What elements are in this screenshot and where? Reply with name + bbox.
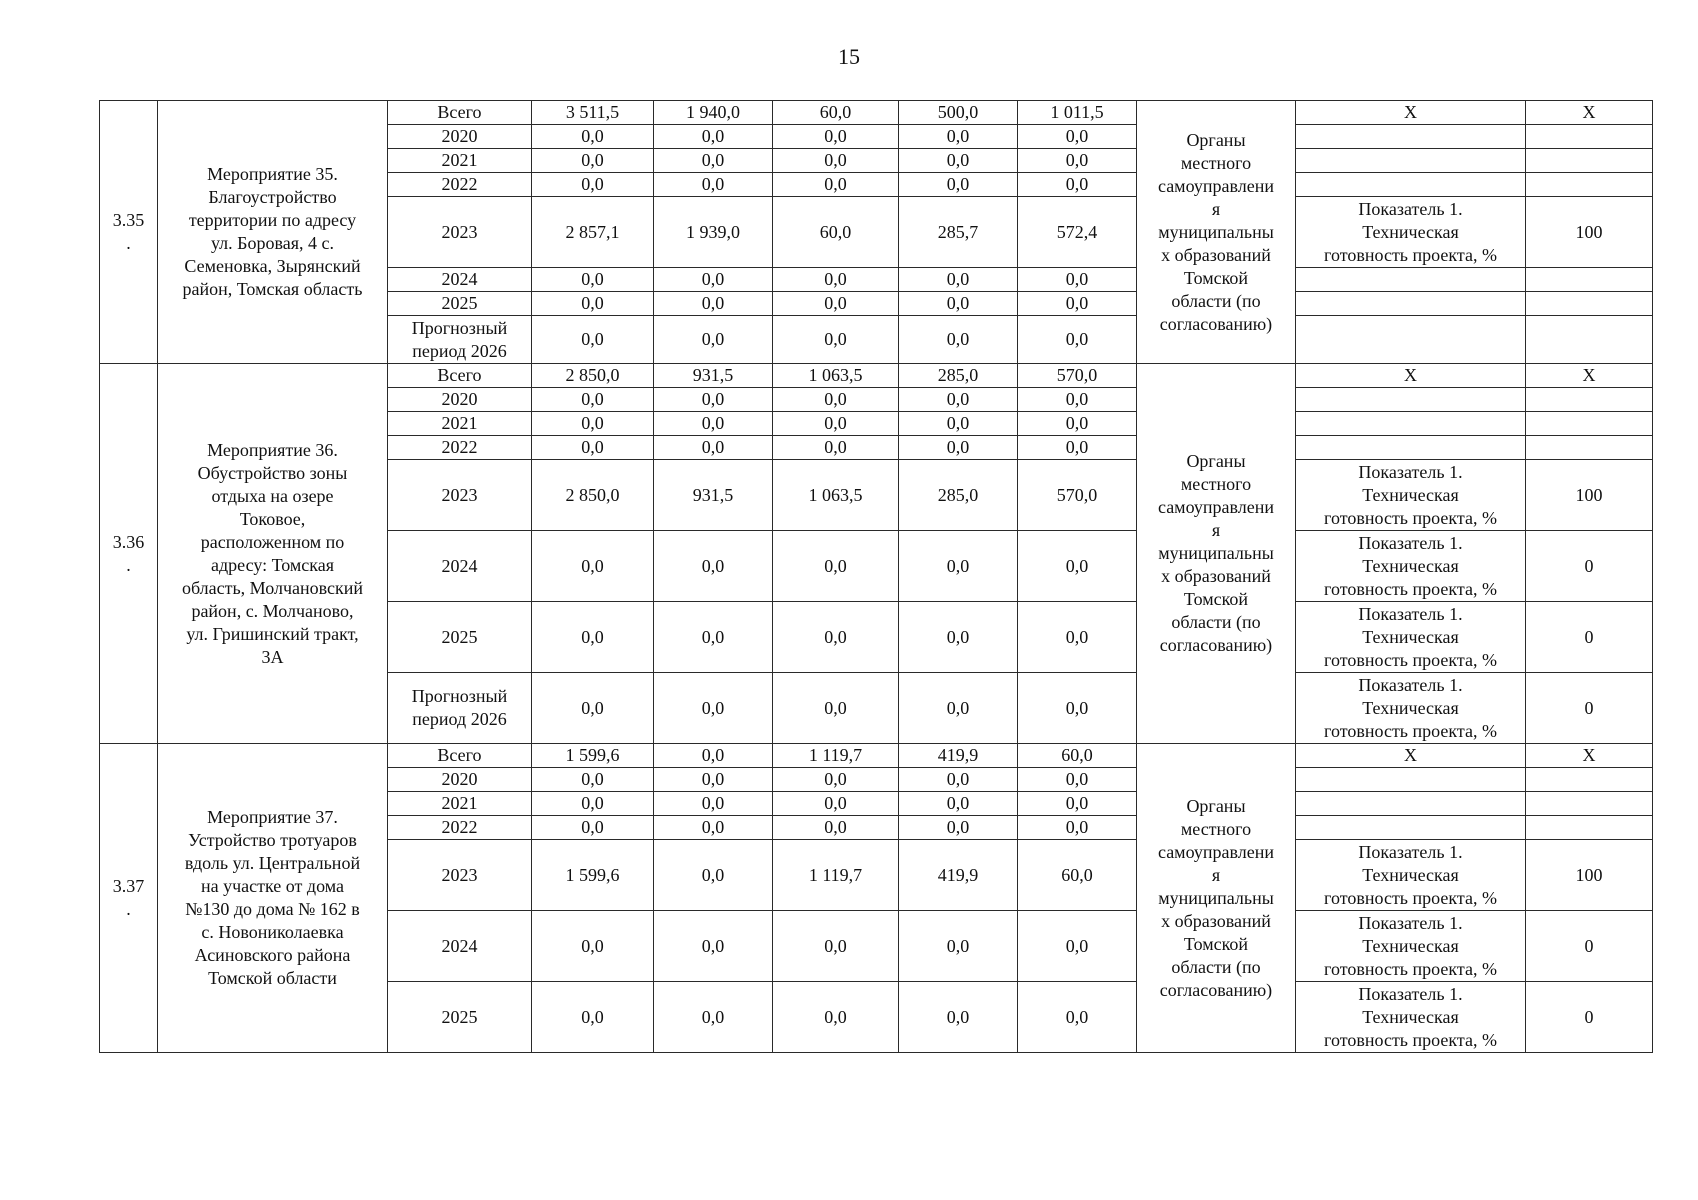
value-cell: 570,0 [1018, 364, 1137, 388]
indicator-value [1526, 816, 1653, 840]
value-cell: 0,0 [1018, 602, 1137, 673]
value-cell: 0,0 [773, 412, 899, 436]
year-cell: 2025 [388, 982, 532, 1053]
indicator-name [1296, 768, 1526, 792]
value-cell: 0,0 [899, 768, 1018, 792]
indicator-name: Показатель 1. Техническая готовность проекта, % [1296, 911, 1526, 982]
value-cell: 0,0 [899, 173, 1018, 197]
year-cell: 2024 [388, 531, 532, 602]
value-cell: 2 850,0 [532, 364, 654, 388]
value-cell: 0,0 [899, 602, 1018, 673]
measure-number: 3.35 . [100, 101, 158, 364]
value-cell: 1 119,7 [773, 744, 899, 768]
year-cell: 2020 [388, 388, 532, 412]
value-cell: 1 063,5 [773, 364, 899, 388]
responsible-org: Органы местного самоуправлени я муниципальны х образований Томской области (по согласованию) [1137, 101, 1296, 364]
responsible-org: Органы местного самоуправлени я муниципальны х образований Томской области (по согласованию) [1137, 744, 1296, 1053]
year-cell: 2020 [388, 768, 532, 792]
value-cell: 0,0 [773, 673, 899, 744]
value-cell: 0,0 [1018, 792, 1137, 816]
value-cell: 2 850,0 [532, 460, 654, 531]
value-cell: 0,0 [773, 531, 899, 602]
indicator-name: Х [1296, 101, 1526, 125]
value-cell: 0,0 [899, 911, 1018, 982]
indicator-value [1526, 268, 1653, 292]
indicator-value [1526, 792, 1653, 816]
measure-name: Мероприятие 36. Обустройство зоны отдыха на озере Токовое, расположенном по адресу: Томская область, Молчановский район, с. Молчаново, ул. Гришинский тракт, 3А [158, 364, 388, 744]
value-cell: 0,0 [532, 125, 654, 149]
value-cell: 0,0 [773, 173, 899, 197]
responsible-org: Органы местного самоуправлени я муниципальны х образований Томской области (по согласованию) [1137, 364, 1296, 744]
indicator-name: Показатель 1. Техническая готовность проекта, % [1296, 840, 1526, 911]
value-cell: 0,0 [654, 911, 773, 982]
value-cell: 285,0 [899, 364, 1018, 388]
value-cell: 0,0 [654, 982, 773, 1053]
measure-number: 3.36 . [100, 364, 158, 744]
value-cell: 60,0 [773, 197, 899, 268]
value-cell: 0,0 [532, 436, 654, 460]
measure-name: Мероприятие 37. Устройство тротуаров вдоль ул. Центральной на участке от дома №130 до дома № 162 в с. Новониколаевка Асиновского района Томской области [158, 744, 388, 1053]
value-cell: 0,0 [654, 292, 773, 316]
indicator-name [1296, 316, 1526, 364]
year-cell: Всего [388, 364, 532, 388]
indicator-value [1526, 292, 1653, 316]
value-cell: 0,0 [773, 388, 899, 412]
value-cell: 1 119,7 [773, 840, 899, 911]
page-number: 15 [838, 44, 860, 69]
value-cell: 0,0 [899, 316, 1018, 364]
value-cell: 0,0 [899, 125, 1018, 149]
indicator-name: Показатель 1. Техническая готовность проекта, % [1296, 460, 1526, 531]
value-cell: 1 939,0 [654, 197, 773, 268]
value-cell: 285,7 [899, 197, 1018, 268]
value-cell: 0,0 [1018, 268, 1137, 292]
indicator-value [1526, 125, 1653, 149]
value-cell: 0,0 [1018, 316, 1137, 364]
indicator-value: Х [1526, 744, 1653, 768]
year-cell: 2023 [388, 197, 532, 268]
value-cell: 0,0 [773, 982, 899, 1053]
value-cell: 0,0 [899, 792, 1018, 816]
year-cell: 2022 [388, 436, 532, 460]
value-cell: 0,0 [532, 292, 654, 316]
year-cell: 2022 [388, 816, 532, 840]
value-cell: 0,0 [532, 412, 654, 436]
year-cell: Прогнозный период 2026 [388, 673, 532, 744]
value-cell: 0,0 [1018, 388, 1137, 412]
value-cell: 0,0 [899, 436, 1018, 460]
value-cell: 2 857,1 [532, 197, 654, 268]
value-cell: 0,0 [654, 840, 773, 911]
value-cell: 0,0 [773, 816, 899, 840]
value-cell: 3 511,5 [532, 101, 654, 125]
indicator-name: Х [1296, 744, 1526, 768]
value-cell: 0,0 [1018, 673, 1137, 744]
year-cell: 2021 [388, 792, 532, 816]
indicator-value: 0 [1526, 531, 1653, 602]
indicator-value: 0 [1526, 602, 1653, 673]
indicator-name: Показатель 1. Техническая готовность проекта, % [1296, 602, 1526, 673]
indicator-name: Показатель 1. Техническая готовность проекта, % [1296, 982, 1526, 1053]
value-cell: 0,0 [532, 388, 654, 412]
table-row [100, 744, 1653, 768]
year-cell: 2021 [388, 412, 532, 436]
value-cell: 0,0 [654, 125, 773, 149]
value-cell: 0,0 [532, 792, 654, 816]
value-cell: 0,0 [532, 982, 654, 1053]
value-cell: 0,0 [1018, 173, 1137, 197]
value-cell: 0,0 [654, 388, 773, 412]
value-cell: 60,0 [1018, 744, 1137, 768]
indicator-name [1296, 149, 1526, 173]
value-cell: 0,0 [532, 149, 654, 173]
value-cell: 0,0 [532, 268, 654, 292]
value-cell: 0,0 [899, 388, 1018, 412]
year-cell: 2024 [388, 268, 532, 292]
value-cell: 0,0 [654, 768, 773, 792]
value-cell: 0,0 [654, 316, 773, 364]
value-cell: 0,0 [532, 173, 654, 197]
indicator-name: Показатель 1. Техническая готовность проекта, % [1296, 531, 1526, 602]
value-cell: 0,0 [773, 792, 899, 816]
value-cell: 0,0 [899, 673, 1018, 744]
value-cell: 0,0 [654, 149, 773, 173]
value-cell: 0,0 [532, 673, 654, 744]
value-cell: 0,0 [654, 412, 773, 436]
value-cell: 0,0 [532, 911, 654, 982]
indicator-value: 0 [1526, 673, 1653, 744]
value-cell: 0,0 [899, 531, 1018, 602]
year-cell: 2025 [388, 602, 532, 673]
indicator-name [1296, 412, 1526, 436]
indicator-name [1296, 125, 1526, 149]
indicator-name [1296, 816, 1526, 840]
indicator-name [1296, 436, 1526, 460]
year-cell: 2023 [388, 840, 532, 911]
year-cell: Прогнозный период 2026 [388, 316, 532, 364]
year-cell: 2021 [388, 149, 532, 173]
value-cell: 1 011,5 [1018, 101, 1137, 125]
year-cell: Всего [388, 744, 532, 768]
value-cell: 0,0 [1018, 436, 1137, 460]
value-cell: 0,0 [654, 673, 773, 744]
value-cell: 1 599,6 [532, 840, 654, 911]
value-cell: 0,0 [899, 982, 1018, 1053]
indicator-name [1296, 173, 1526, 197]
value-cell: 0,0 [654, 792, 773, 816]
indicator-value [1526, 388, 1653, 412]
value-cell: 0,0 [773, 911, 899, 982]
year-cell: Всего [388, 101, 532, 125]
value-cell: 0,0 [654, 602, 773, 673]
value-cell: 0,0 [532, 768, 654, 792]
indicator-name [1296, 388, 1526, 412]
value-cell: 0,0 [532, 816, 654, 840]
table-row [100, 101, 1653, 125]
indicator-name [1296, 268, 1526, 292]
value-cell: 1 063,5 [773, 460, 899, 531]
value-cell: 0,0 [773, 768, 899, 792]
value-cell: 419,9 [899, 840, 1018, 911]
value-cell: 0,0 [1018, 412, 1137, 436]
indicator-value: 100 [1526, 197, 1653, 268]
indicator-value: Х [1526, 101, 1653, 125]
measure-name: Мероприятие 35. Благоустройство территории по адресу ул. Боровая, 4 с. Семеновка, Зырянский район, Томская область [158, 101, 388, 364]
value-cell: 0,0 [654, 436, 773, 460]
value-cell: 0,0 [899, 268, 1018, 292]
value-cell: 0,0 [532, 531, 654, 602]
value-cell: 60,0 [1018, 840, 1137, 911]
indicator-value [1526, 316, 1653, 364]
indicator-name [1296, 792, 1526, 816]
indicator-name [1296, 292, 1526, 316]
value-cell: 0,0 [1018, 816, 1137, 840]
value-cell: 0,0 [773, 602, 899, 673]
indicator-value [1526, 436, 1653, 460]
indicator-name: Х [1296, 364, 1526, 388]
indicator-value [1526, 412, 1653, 436]
value-cell: 0,0 [654, 744, 773, 768]
value-cell: 0,0 [1018, 531, 1137, 602]
indicator-value: Х [1526, 364, 1653, 388]
program-table [99, 100, 1653, 1053]
value-cell: 0,0 [654, 173, 773, 197]
value-cell: 0,0 [899, 292, 1018, 316]
indicator-value: 100 [1526, 840, 1653, 911]
value-cell: 0,0 [1018, 982, 1137, 1053]
year-cell: 2025 [388, 292, 532, 316]
indicator-value: 0 [1526, 982, 1653, 1053]
value-cell: 500,0 [899, 101, 1018, 125]
value-cell: 0,0 [773, 316, 899, 364]
value-cell: 0,0 [773, 436, 899, 460]
value-cell: 1 940,0 [654, 101, 773, 125]
year-cell: 2020 [388, 125, 532, 149]
value-cell: 0,0 [899, 149, 1018, 173]
value-cell: 0,0 [1018, 768, 1137, 792]
value-cell: 0,0 [654, 816, 773, 840]
year-cell: 2023 [388, 460, 532, 531]
value-cell: 0,0 [532, 316, 654, 364]
value-cell: 419,9 [899, 744, 1018, 768]
value-cell: 0,0 [773, 125, 899, 149]
indicator-name: Показатель 1. Техническая готовность проекта, % [1296, 673, 1526, 744]
value-cell: 1 599,6 [532, 744, 654, 768]
value-cell: 0,0 [532, 602, 654, 673]
year-cell: 2024 [388, 911, 532, 982]
indicator-value [1526, 149, 1653, 173]
table-row [100, 364, 1653, 388]
measure-number: 3.37 . [100, 744, 158, 1053]
value-cell: 0,0 [773, 292, 899, 316]
indicator-value [1526, 173, 1653, 197]
value-cell: 572,4 [1018, 197, 1137, 268]
indicator-name: Показатель 1. Техническая готовность проекта, % [1296, 197, 1526, 268]
value-cell: 0,0 [1018, 125, 1137, 149]
indicator-value: 0 [1526, 911, 1653, 982]
value-cell: 285,0 [899, 460, 1018, 531]
value-cell: 931,5 [654, 460, 773, 531]
year-cell: 2022 [388, 173, 532, 197]
indicator-value: 100 [1526, 460, 1653, 531]
value-cell: 0,0 [1018, 911, 1137, 982]
value-cell: 0,0 [1018, 292, 1137, 316]
value-cell: 60,0 [773, 101, 899, 125]
value-cell: 0,0 [773, 149, 899, 173]
value-cell: 0,0 [654, 531, 773, 602]
value-cell: 931,5 [654, 364, 773, 388]
value-cell: 0,0 [773, 268, 899, 292]
value-cell: 0,0 [1018, 149, 1137, 173]
value-cell: 570,0 [1018, 460, 1137, 531]
value-cell: 0,0 [899, 412, 1018, 436]
indicator-value [1526, 768, 1653, 792]
value-cell: 0,0 [899, 816, 1018, 840]
value-cell: 0,0 [654, 268, 773, 292]
